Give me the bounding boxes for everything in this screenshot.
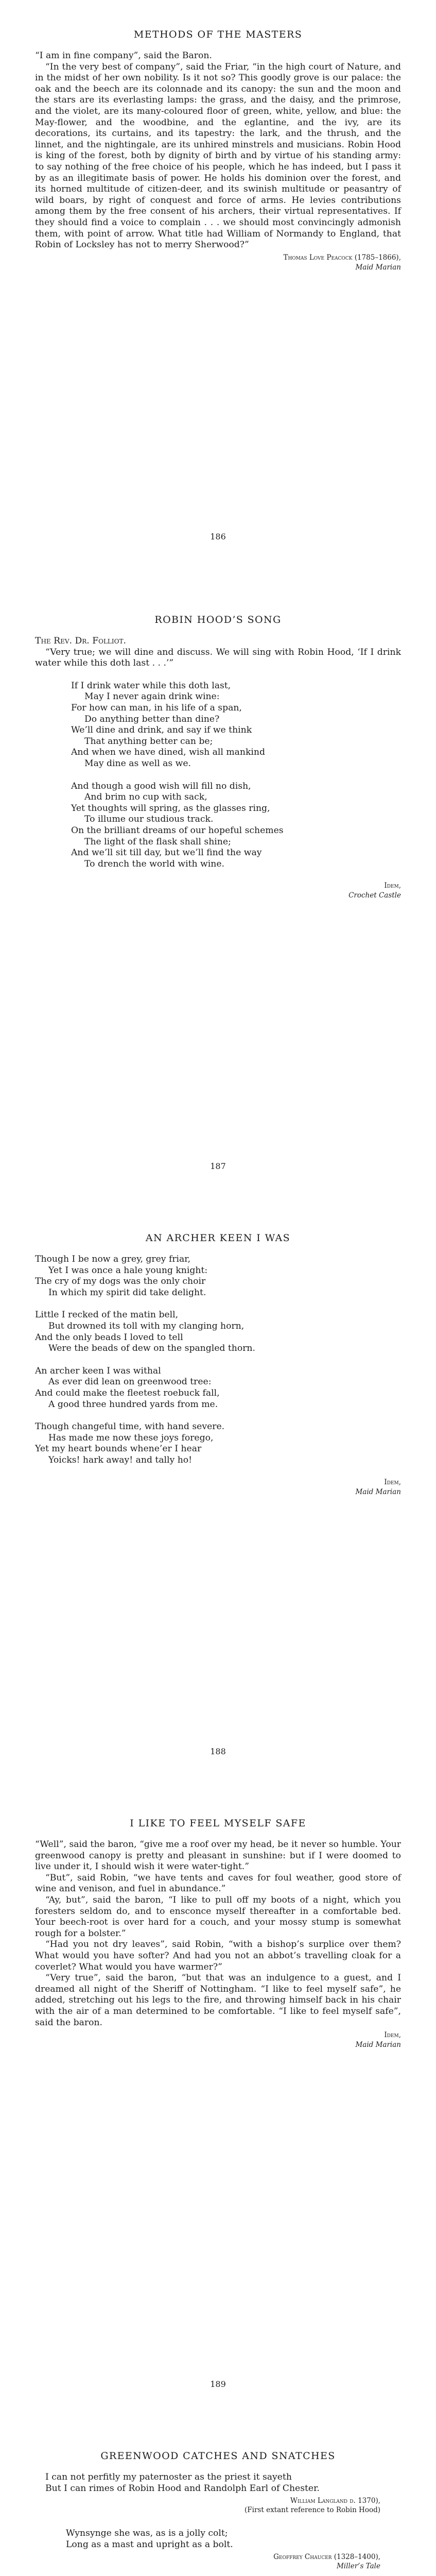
quote-work: Miller’s Tale: [336, 2562, 380, 2571]
attribution: [35, 2030, 401, 2050]
page-189: [0, 1818, 436, 2050]
attribution: [35, 881, 401, 901]
verse-line: Has made me now these joys forego,: [48, 1432, 214, 1443]
verse-line: And though a good wish will fill no dish,: [71, 781, 251, 791]
quote-author: William Langland d. 1370),: [290, 2497, 380, 2505]
verse-line: The cry of my dogs was the only choir: [35, 1276, 206, 1287]
stanza: [71, 681, 401, 770]
verse-line: To drench the world with wine.: [84, 858, 224, 869]
quote-line: But I can rimes of Robin Hood and Randolph Earl of Chester.: [45, 2483, 320, 2494]
verse-line: Though changeful time, with hand severe.: [35, 1421, 225, 1432]
quote-line: I can not perfitly my paternoster as the priest it sayeth: [45, 2472, 292, 2482]
page-188: [0, 1232, 436, 1497]
verse-line: In which my spirit did take delight.: [48, 1287, 206, 1298]
page-title: I LIKE TO FEEL MYSELF SAFE: [130, 1818, 306, 1829]
verse-line: We’ll dine and drink, and say if we think: [71, 725, 252, 736]
page-number: 188: [210, 1747, 226, 1756]
verse-line: Yet thoughts will spring, as the glasses ring,: [71, 803, 270, 814]
attribution-author: Thomas Love Peacock (1785–1866),: [283, 253, 401, 262]
attribution-author: Idem,: [384, 2031, 401, 2040]
stanza: [35, 1254, 401, 1298]
verse-line: To illume our studious track.: [84, 814, 214, 825]
verse-line: If I drink water while this doth last,: [71, 680, 231, 691]
verse-line: And the only beads I loved to tell: [35, 1332, 183, 1343]
attribution-work: Crochet Castle: [348, 891, 401, 900]
verse-line: Were the beads of dew on the spangled thorn.: [48, 1343, 255, 1354]
verse-line: A good three hundred yards from me.: [48, 1399, 218, 1410]
quote: [66, 2528, 401, 2571]
page-title: GREENWOOD CATCHES AND SNATCHES: [100, 2450, 336, 2462]
verse-line: Though I be now a grey, grey friar,: [35, 1254, 191, 1264]
page-number: 186: [210, 532, 226, 541]
paragraph: “Ay, but”, said the baron, “I like to pull off my boots of a night, which you foresters seldom do, and to ensconce myself thereafter in a comfortable bed. Your beech-root is over hard for a couch, and your mossy stump is somewhat rough for a bolster.”: [35, 1894, 401, 1939]
paragraph: “Well”, said the baron, “give me a roof over my head, be it never so humble. Your greenwood canopy is pretty and pleasant in sunshine: but if I were doomed to live under it, I should wish it were water-tight.”: [35, 1839, 401, 1872]
stanza: [35, 1310, 401, 1354]
verse-line: That anything better can be;: [84, 736, 213, 747]
quote: [45, 2472, 401, 2515]
page-title: ROBIN HOOD’S SONG: [154, 614, 282, 625]
attribution-work: Maid Marian: [355, 2041, 401, 2049]
speaker-line: The Rev. Dr. Folliot.: [35, 636, 126, 646]
verse-line: Yet I was once a hale young knight:: [48, 1265, 208, 1276]
quote-author: Geoffrey Chaucer (1328–1400),: [273, 2553, 380, 2562]
verse-line: And when we have dined, wish all mankind: [71, 747, 265, 758]
verse-line: As ever did lean on greenwood tree:: [48, 1377, 212, 1387]
attribution-work: Maid Marian: [355, 263, 401, 272]
verse-line: May I never again drink wine:: [84, 691, 220, 702]
verse-line: On the brilliant dreams of our hopeful schemes: [71, 825, 284, 836]
prose: [35, 636, 401, 669]
verse-line: And brim no cup with sack,: [84, 792, 207, 803]
verse-line: But drowned its toll with my clanging horn,: [48, 1320, 245, 1331]
prose: [35, 50, 401, 251]
prose: [35, 1839, 401, 2028]
verse-line: May dine as well as we.: [84, 758, 191, 769]
page-number: 189: [210, 2379, 226, 2389]
page-title: AN ARCHER KEEN I WAS: [145, 1232, 291, 1244]
page-186: [0, 29, 436, 273]
attribution: [35, 253, 401, 273]
quote-note: (First extant reference to Robin Hood): [245, 2506, 380, 2515]
stanza: [35, 1366, 401, 1410]
page-187: [0, 614, 436, 901]
quote-source: [45, 2496, 380, 2515]
verse: [71, 681, 401, 870]
verse-line: For how can man, in his life of a span,: [71, 702, 242, 713]
verse-line: Yoicks! hark away! and tally ho!: [48, 1454, 193, 1465]
verse-line: And could make the fleetest roebuck fall,: [35, 1387, 220, 1398]
quote-source: [66, 2552, 380, 2571]
stanza: [71, 781, 401, 870]
verse-line: Yet my heart bounds whene’er I hear: [35, 1444, 202, 1454]
paragraph: “In the very best of company”, said the Friar, “in the high court of Nature, and in the midst of her own nobility. Is it not so? This goodly grove is our palace: the oak and the beech are its colonnade and its canopy: the sun and the moon and the stars are its everlasting lamps: the grass, and the daisy, and the primrose, and the violet, are its many-coloured floor of green, white, yellow, and blue: the May-flower, and the woodbine, and the eglantine, and the ivy, are its decorations, its curtains, and its tapestry: the lark, and the thrush, and the linnet, and the nightingale, are its unhired minstrels and musicians. Robin Hood is king of the forest, both by dignity of birth and by virtue of his standing army: to say nothing of the free choice of his people, which he has indeed, but I pass it by as an illegitimate basis of power. He holds his dominion over the forest, and its horned multitude of citizen-deer, and its swinish multitude or peasantry of wild boars, by right of conquest and force of arms. He levies contributions among them by the free consent of his archers, their virtual representatives. If they should find a voice to complain . . . we should most convincingly admonish them, with point of arrow. What title had William of Normandy to England, that Robin of Locksley has not to merry Sherwood?”: [35, 61, 401, 250]
quote-line: Long as a mast and upright as a bolt.: [66, 2539, 233, 2550]
paragraph: “Had you not dry leaves”, said Robin, “with a bishop’s surplice over them? What would you have softer? And had you not an abbot’s travelling cloak for a coverlet? What would you have warmer?”: [35, 1939, 401, 1972]
paragraph: “Very true”, said the baron, “but that was an indulgence to a guest, and I dreamed all night of the Sheriff of Nottingham. “I like to feel myself safe”, he added, stretching out his legs to the fire, and throwing himself back in his chair with the air of a man determined to be comfortable. “I like to feel myself safe”, said the baron.: [35, 1973, 401, 2028]
page-190: [0, 2450, 436, 2571]
verse-line: Little I recked of the matin bell,: [35, 1310, 179, 1320]
attribution-work: Maid Marian: [355, 1487, 401, 1496]
attribution: [35, 1478, 401, 1497]
stanza: [35, 1421, 401, 1466]
attribution-author: Idem,: [384, 882, 401, 890]
page-number: 187: [210, 1161, 226, 1171]
verse: [35, 1254, 401, 1466]
verse-line: Do anything better than dine?: [84, 714, 220, 724]
paragraph: “Very true; we will dine and discuss. We will sing with Robin Hood, ‘If I drink water while this doth last . . .’”: [35, 647, 401, 669]
verse-line: And we’ll sit till day, but we’ll find the way: [71, 848, 262, 858]
verse-line: The light of the flask shall shine;: [84, 836, 231, 847]
page-title: METHODS OF THE MASTERS: [133, 29, 303, 40]
paragraph: “I am in fine company”, said the Baron.: [35, 50, 212, 61]
verse-line: An archer keen I was withal: [35, 1365, 161, 1376]
paragraph: “But”, said Robin, “we have tents and caves for foul weather, good store of wine and venison, and fuel in abundance.”: [35, 1872, 401, 1894]
quote-line: Wynsynge she was, as is a jolly colt;: [66, 2528, 228, 2539]
attribution-author: Idem,: [384, 1478, 401, 1486]
